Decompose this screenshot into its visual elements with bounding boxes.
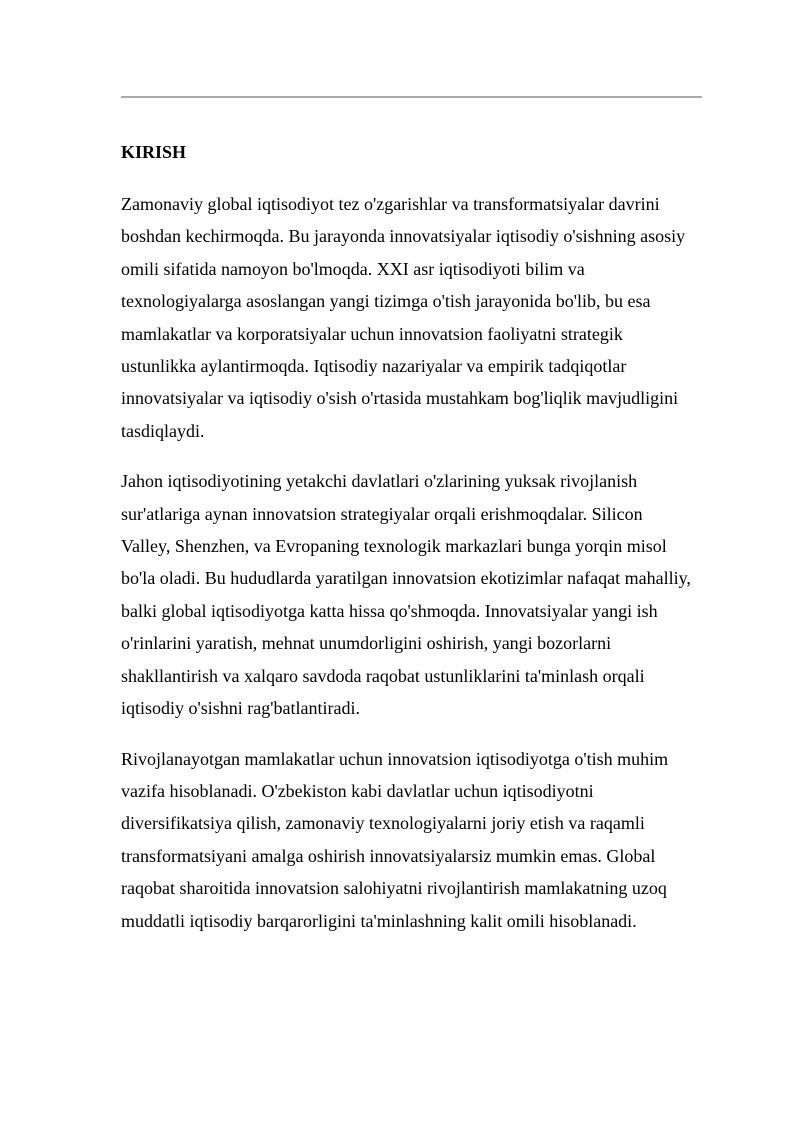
paragraph-global-leaders: Jahon iqtisodiyotining yetakchi davlatlari o'zlarining yuksak rivojlanish sur'atlariga aynan innovatsion strategiyalar orqali erishmoqdalar. Silicon Valley, Shenzhen, va Evropaning texnologik markazlari bunga yorqin misol bo'la oladi. Bu hududlarda yaratilgan innovatsion ekotizimlar nafaqat mahalliy, balki global iqtisodiyotga katta hissa qo'shmoqda. Innovatsiyalar yangi ish o'rinlarini yaratish, mehnat unumdorligini oshirish, yangi bozorlarni shakllantirish va xalqaro savdoda raqobat ustunliklarini ta'minlash orqali iqtisodiy o'sishni rag'batlantiradi. <box>121 471 691 719</box>
section-heading: KIRISH <box>121 142 187 162</box>
document-body <box>121 138 691 955</box>
paragraph-developing-countries: Rivojlanayotgan mamlakatlar uchun innovatsion iqtisodiyotga o'tish muhim vazifa hisoblanadi. O'zbekiston kabi davlatlar uchun iqtisodiyotni diversifikatsiya qilish, zamonaviy texnologiyalarni joriy etish va raqamli transformatsiyani amalga oshirish innovatsiyalarsiz mumkin emas. Global raqobat sharoitida innovatsion salohiyatni rivojlantirish mamlakatning uzoq muddatli iqtisodiy barqarorligini ta'minlashning kalit omili hisoblanadi. <box>121 748 669 931</box>
paragraph-intro: Zamonaviy global iqtisodiyot tez o'zgarishlar va transformatsiyalar davrini boshdan kechirmoqda. Bu jarayonda innovatsiyalar iqtisodiy o'sishning asosiy omili sifatida namoyon bo'lmoqda. XXI asr iqtisodiyoti bilim va texnologiyalarga asoslangan yangi tizimga o'tish jarayonida bo'lib, bu esa mamlakatlar va korporatsiyalar uchun innovatsion faoliyatni strategik ustunlikka aylantirmoqda. Iqtisodiy nazariyalar va empirik tadqiqotlar innovatsiyalar va iqtisodiy o'sish o'rtasida mustahkam bog'liqlik mavjudligini tasdiqlaydi. <box>121 194 686 441</box>
header-divider <box>121 96 702 98</box>
